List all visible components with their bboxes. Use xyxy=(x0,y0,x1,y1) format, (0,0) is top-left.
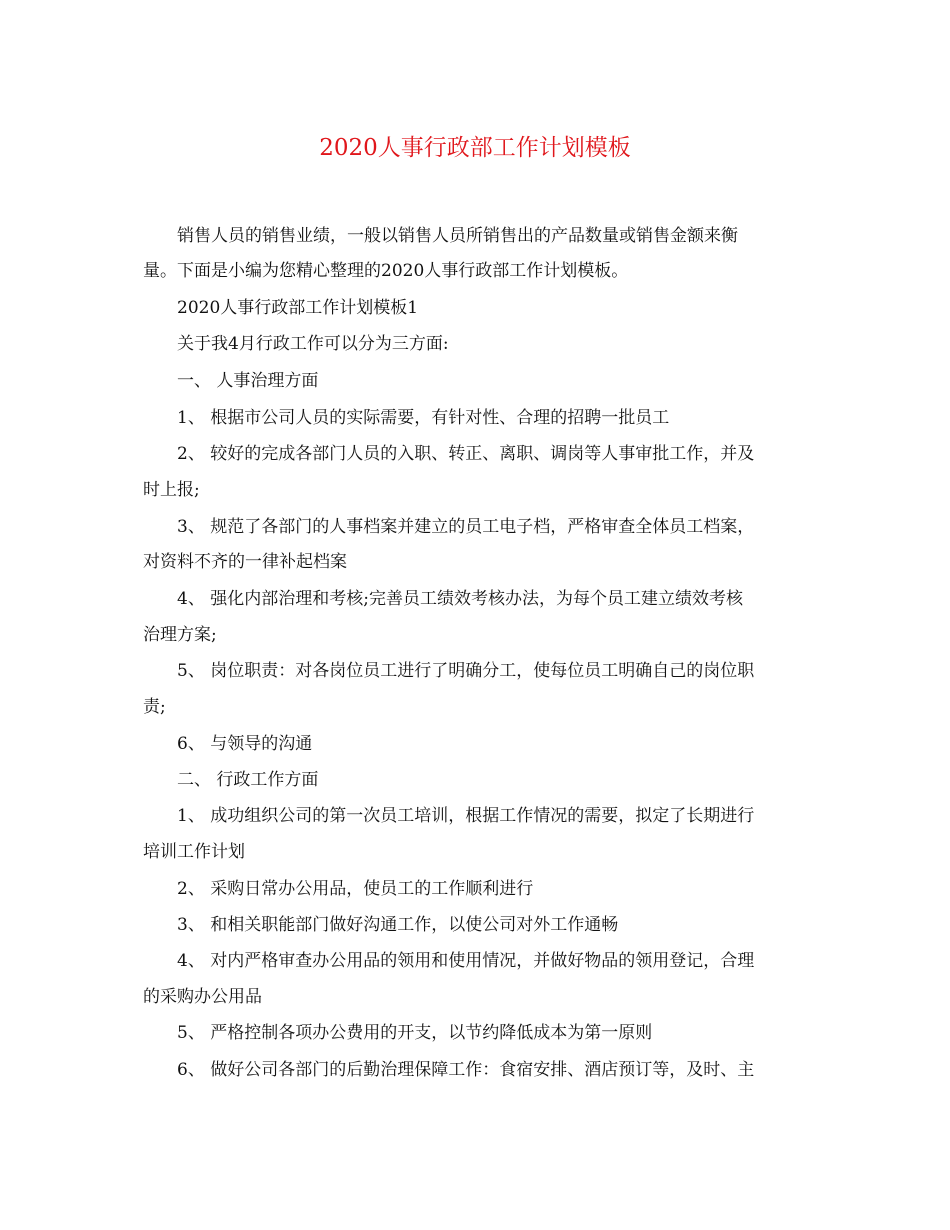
list-item: 1、 根据市公司人员的实际需要，有针对性、合理的招聘一批员工 xyxy=(177,408,670,428)
list-item: 3、 规范了各部门的人事档案并建立的员工电子档，严格审查全体员工档案， xyxy=(177,517,755,537)
list-item-continuation: 治理方案; xyxy=(143,625,217,645)
list-item: 6、 与领导的沟通 xyxy=(177,734,313,754)
section-heading: 二、 行政工作方面 xyxy=(177,770,319,790)
list-item: 5、 岗位职责：对各岗位员工进行了明确分工，使每位员工明确自己的岗位职 xyxy=(177,661,755,681)
paragraph-line: 量。下面是小编为您精心整理的2020人事行政部工作计划模板。 xyxy=(143,261,629,281)
list-item: 5、 严格控制各项办公费用的开支，以节约降低成本为第一原则 xyxy=(177,1023,653,1043)
section-heading: 一、 人事治理方面 xyxy=(177,371,319,391)
section-heading: 2020人事行政部工作计划模板1 xyxy=(177,298,419,318)
paragraph-line: 关于我4月行政工作可以分为三方面: xyxy=(177,334,449,354)
list-item: 4、 对内严格审查办公用品的领用和使用情况，并做好物品的领用登记，合理 xyxy=(177,951,755,971)
list-item-continuation: 责; xyxy=(143,697,166,717)
list-item-continuation: 培训工作计划 xyxy=(143,842,245,862)
list-item-continuation: 时上报; xyxy=(143,480,200,500)
list-item-continuation: 对资料不齐的一律补起档案 xyxy=(143,552,347,572)
list-item: 1、 成功组织公司的第一次员工培训，根据工作情况的需要，拟定了长期进行 xyxy=(177,806,755,826)
list-item: 3、 和相关职能部门做好沟通工作，以使公司对外工作通畅 xyxy=(177,915,619,935)
list-item: 6、 做好公司各部门的后勤治理保障工作：食宿安排、酒店预订等，及时、主 xyxy=(177,1060,755,1080)
document-title: 2020人事行政部工作计划模板 xyxy=(319,135,631,161)
list-item: 4、 强化内部治理和考核;完善员工绩效考核办法，为每个员工建立绩效考核 xyxy=(177,589,743,609)
list-item-continuation: 的采购办公用品 xyxy=(143,987,262,1007)
list-item: 2、 较好的完成各部门人员的入职、转正、离职、调岗等人事审批工作，并及 xyxy=(177,444,755,464)
list-item: 2、 采购日常办公用品，使员工的工作顺利进行 xyxy=(177,879,534,899)
paragraph-line: 销售人员的销售业绩，一般以销售人员所销售出的产品数量或销售金额来衡 xyxy=(177,226,738,246)
